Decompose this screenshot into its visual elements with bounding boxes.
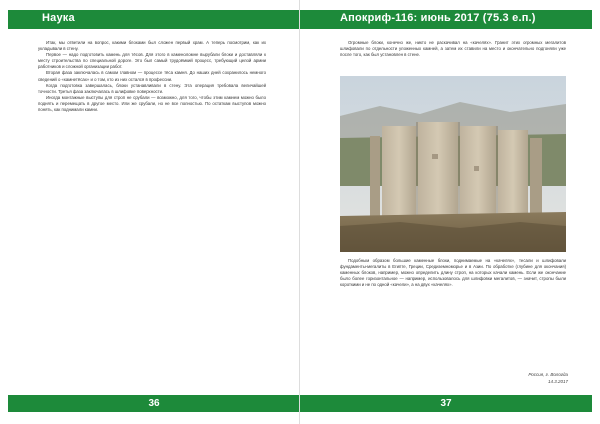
right-page-number: 37 xyxy=(440,398,452,409)
right-top-paragraph xyxy=(340,40,566,58)
right-footer-bar xyxy=(300,395,592,412)
right-page xyxy=(300,0,600,424)
left-footer-bar xyxy=(8,395,300,412)
paragraph: Когда подготовка завершалась, блоки устанавливали в стену. Эта операция требовала величайшей точности. Третья фаза заключалась в шлифовке поверхности. xyxy=(38,82,266,94)
left-article-body xyxy=(38,40,266,113)
stone-wall-illustration xyxy=(340,76,566,252)
paragraph: Итак, мы ответили на вопрос, какими блоками был сложен первый храм. А теперь посмотрим, как их укладывали в стену. xyxy=(38,40,266,52)
photo-caption xyxy=(340,258,566,288)
paragraph: Вторая фаза заключалась в самом главном — процессе тёса камня. До наших дней сохранилось немного сведений о «камнетёсах» и о том, кто из них остался в профессии. xyxy=(38,70,266,82)
left-header-title: Наука xyxy=(42,12,75,24)
author-signature xyxy=(528,372,568,385)
right-header-title: Апокриф-116: июнь 2017 (75.3 е.п.) xyxy=(340,12,536,24)
paragraph: Иногда монтажные выступы для строп не срубали — возможно, для того, чтобы этим камнем можно было поднять и перемещать в другое место. Или же срубали, но не все полностью. По остаткам выступов можно понять, как поднимали камни. xyxy=(38,94,266,113)
paragraph: Первое — надо подготовить камень для тёсов. Для этого в каменоломне вырубали блоки и доставляли к месту строительства по специальной дороге. Это был самый трудоёмкий процесс, требующий целой армии работников и сложной организации работ. xyxy=(38,52,266,70)
left-page-number: 36 xyxy=(148,398,160,409)
signature-date: 14.3.2017 xyxy=(547,378,568,384)
signature-place: Россия, г. Вологда xyxy=(528,372,568,377)
megalith-wall-photo xyxy=(340,76,566,252)
paragraph: Огромные блоки, конечно же, никто не раскачивал на «качелях». Гранит этих огромных мегалитов шлифовали по отдельности уложенных камней, а затем их ставили на место и окончательно подгоняли уже после того, как был установлен в стене. xyxy=(340,40,566,58)
caption-paragraph: Подобным образом большие каменные блоки, поднимаемые на «качелях», тесали и шлифовали фундаменты-мегалиты в Египте, Греции, Средиземноморье и в Азии. По обработке (глубине для окончания) каменных блоков, например, можно определить длину строп, на которых качали камень. Если же окончание было более горизонтальное — например, использовалось для шлифовки мегалитов, — значит, стропы были короткими и не по одной «качели», а на двух «качелях». xyxy=(340,258,566,288)
